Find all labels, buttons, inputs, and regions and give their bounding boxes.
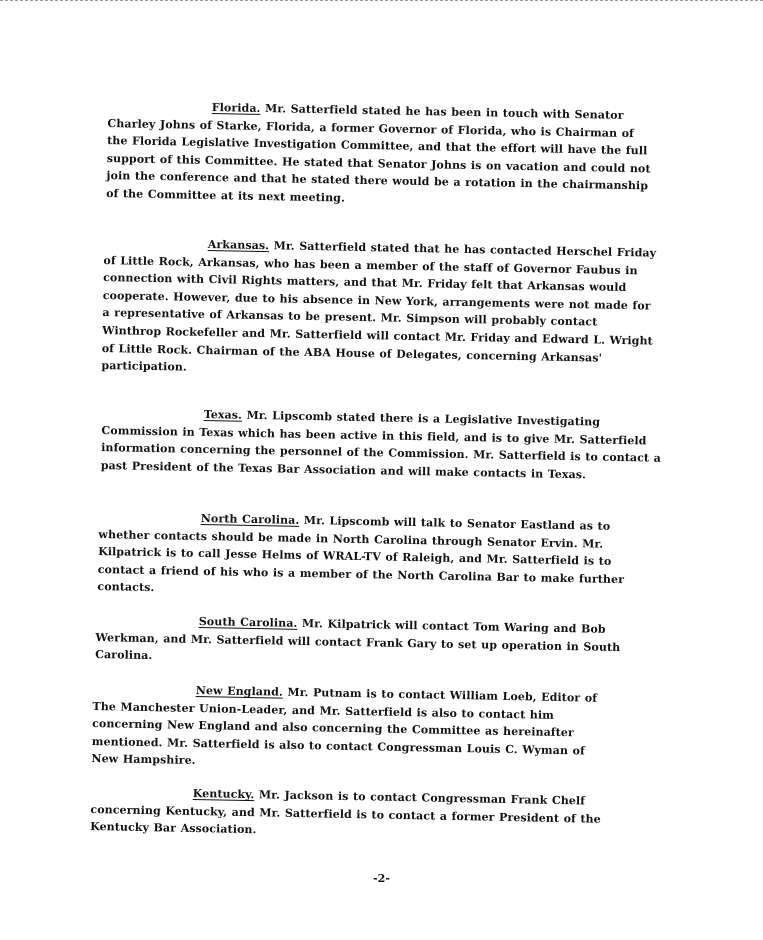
paragraph-new-england	[91, 680, 617, 778]
paragraph-text-arkansas: Mr. Satterfield stated that he has contacted Herschel Friday of Little Rock, Arkansas, who has been a member of the staff of Governor Faubus in connection with Civil Rights matters, and that Mr. Friday felt that Arkansas would cooperate. However, due to his absence in New York, arrangements were not made for a representative of Arkansas to be present. Mr. Simpson will probably contact Winthrop Rockefeller and Mr. Satterfield will contact Mr. Friday and Edward L. Wright of Little Rock. Chairman of the ABA House of Delegates, concerning Arkansas' participation.	[101, 239, 657, 374]
paragraph-kentucky	[90, 783, 637, 846]
paragraph-text-south-carolina: Mr. Kilpatrick will contact Tom Waring and Bob Werkman, and Mr. Satterfield will contact Frank Gary to set up operation in South Carolina.	[95, 616, 621, 663]
paragraph-texas	[101, 404, 662, 485]
heading-north-carolina: North Carolina.	[200, 511, 300, 527]
paragraph-text-north-carolina: Mr. Lipscomb will talk to Senator Eastland as to whether contacts should be made in North Carolina through Senator Ervin. Mr. Kilpatrick is to call Jesse Helms of WRAL-TV of Raleigh, and Mr. Satterfield is to contact a friend of his who is a member of the North Carolina Bar to make further contacts.	[97, 513, 625, 595]
heading-arkansas: Arkansas.	[207, 237, 270, 253]
paragraph-south-carolina	[95, 611, 636, 674]
paragraph-text-new-england: Mr. Putnam is to contact William Loeb, Editor of The Manchester Union-Leader, and Mr. Satterfield is also to contact him concerning New England and also concerning the Committee as hereinafter mentioned. Mr. Satterfield is also to contact Congressman Louis C. Wyman of New Hampshire.	[91, 685, 598, 768]
heading-south-carolina: South Carolina.	[198, 614, 298, 630]
paragraph-north-carolina	[97, 508, 661, 607]
page-number: -2-	[373, 872, 390, 885]
heading-florida: Florida.	[211, 100, 261, 115]
paragraph-text-texas: Mr. Lipscomb stated there is a Legislative Investigating Commission in Texas which has been active in this field, and is to give Mr. Satterfield information concerning the personnel of the Commission. Mr. Satterfield is to contact a past President of the Texas Bar Association and will make contacts in Texas.	[100, 408, 662, 482]
paragraph-text-florida: Mr. Satterfield stated he has been in touch with Senator Charley Johns of Starke, Florida, a former Governor of Florida, who is Chairman of the Florida Legislative Investigation Committee, and that the effort will have the full support of this Committee. He stated that Senator Johns is on vacation and could not join the conference and that he stated there would be a rotation in the chairmanship of the Committee at its next meeting.	[106, 101, 651, 205]
paragraph-florida	[106, 97, 654, 213]
paragraph-arkansas	[101, 234, 660, 385]
paragraph-text-kentucky: Mr. Jackson is to contact Congressman Frank Chelf concerning Kentucky, and Mr. Satterfield is to contact a former President of the Kentucky Bar Association.	[90, 788, 601, 837]
heading-texas: Texas.	[203, 407, 243, 422]
heading-new-england: New England.	[195, 683, 283, 699]
heading-kentucky: Kentucky.	[192, 786, 255, 802]
